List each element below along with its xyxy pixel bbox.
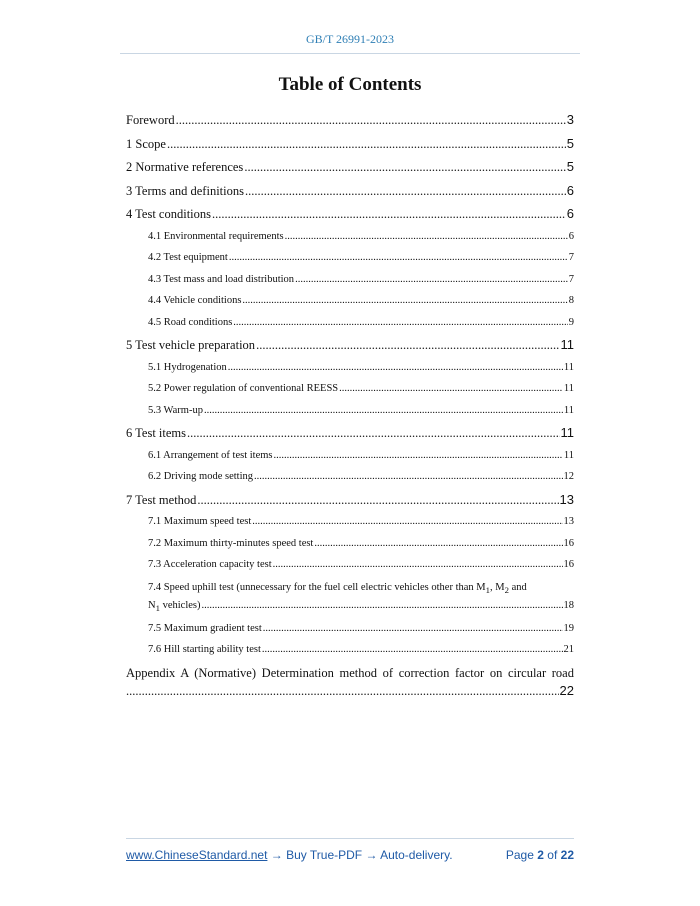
page-title: Table of Contents [278,74,422,95]
toc-entry-scope[interactable] [126,132,574,156]
toc-page: 13 [563,516,574,527]
toc-label-line: 7.4 Speed uphill test (unnecessary for the fuel cell electric vehicles other than $M_1$, $M_2$ and [148,581,527,595]
toc-leader [339,378,563,400]
toc-label: 2 Normative references [126,160,244,174]
toc-page: 11 [563,383,574,394]
toc-label: 5.3 Warm-up [148,404,203,416]
toc-leader [273,554,563,576]
toc-label: 4.1 Environmental requirements [148,230,284,242]
toc-leader [252,511,562,533]
toc-entry-7-5[interactable] [126,618,574,640]
toc-label: 7.3 Acceleration capacity test [148,559,272,570]
toc-page: 11 [563,404,574,416]
toc-page: 6 [568,230,574,242]
toc-entry-6-1[interactable] [126,445,574,467]
toc-page: 5 [566,159,574,174]
toc-leader [233,312,567,334]
toc-page: 16 [563,537,574,549]
toc-label: 1 Scope [126,136,166,151]
toc-label: 6.1 Arrangement of test items [148,449,273,461]
toc-page: 3 [566,112,574,127]
toc-label: 4 Test conditions [126,207,212,221]
toc-entry-7-6[interactable] [126,639,574,661]
toc-leader [212,203,566,227]
toc-label: 3 Terms and definitions [126,183,244,198]
toc-entry-4-2[interactable] [126,247,574,269]
toc-label: 6 Test items [126,426,187,440]
toc-label: 4.5 Road conditions [148,316,233,328]
toc-entry-appendix-a[interactable] [126,661,574,700]
promo-text: → Buy True-PDF → Auto-delivery. [267,848,453,862]
toc-page: 7 [568,252,574,263]
toc-leader [314,533,562,555]
toc-entry-terms[interactable] [126,179,574,203]
toc-leader [262,639,563,661]
toc-leader [244,156,565,180]
toc-leader [167,133,566,157]
toc-entry-4-1[interactable] [126,226,574,248]
toc-leader [274,445,563,467]
table-of-contents [126,108,574,700]
toc-page: 18 [563,599,574,611]
toc-leader [256,334,559,358]
toc-label: 4.4 Vehicle conditions [148,295,242,306]
toc-entry-7-3[interactable] [126,554,574,576]
toc-entry-5-3[interactable] [126,400,574,422]
toc-leader [263,618,563,640]
toc-leader [202,598,563,613]
toc-page: 11 [560,425,574,440]
document-code: GB/T 26991-2023 [305,32,395,46]
toc-entry-test-method[interactable] [126,488,574,512]
toc-leader [204,400,563,422]
toc-leader [228,357,563,379]
toc-label-line: $N_1$ vehicles) ..... 18 [148,598,574,616]
toc-label: 5.1 Hydrogenation [148,361,227,373]
toc-label: Appendix A (Normative) Determination method of correction factor on circular road [126,665,574,680]
toc-entry-6-2[interactable] [126,466,574,488]
toc-page: 21 [563,644,574,655]
toc-entry-5-2[interactable] [126,378,574,400]
toc-leader [242,290,567,312]
toc-label: 7 Test method [126,492,197,507]
toc-label: Foreword [126,113,175,127]
footer-promo [126,848,453,862]
toc-entry-foreword[interactable] [126,108,574,132]
toc-leader [229,247,568,269]
footer [126,848,574,862]
toc-label: 6.2 Driving mode setting [148,471,253,482]
toc-leader [197,489,558,513]
toc-page: 5 [566,135,574,151]
toc-entry-test-vehicle-preparation[interactable] [126,333,574,357]
toc-label: 4.2 Test equipment [148,252,228,263]
header-divider [120,53,580,54]
toc-label: 5.2 Power regulation of conventional REESS [148,383,339,394]
toc-page: 19 [563,622,574,634]
toc-page: 22 [559,682,574,698]
footer-divider [126,838,574,839]
toc-leader [176,109,566,133]
toc-page: 11 [563,361,574,373]
toc-entry-7-4[interactable] [126,576,574,618]
total-pages: 22 [560,848,574,862]
toc-page: 6 [566,206,574,221]
toc-page: 7 [568,273,574,285]
toc-entry-7-1[interactable] [126,511,574,533]
toc-entry-test-conditions[interactable] [126,202,574,226]
current-page: 2 [537,848,544,862]
toc-leader [285,226,568,248]
toc-leader [295,269,568,291]
toc-page: 16 [563,559,574,570]
toc-entry-4-3[interactable] [126,269,574,291]
toc-page: 9 [568,316,574,328]
toc-leader [245,180,566,204]
toc-entry-4-4[interactable] [126,290,574,312]
toc-page: 13 [559,491,574,507]
toc-label: 7.5 Maximum gradient test [148,622,262,634]
toc-leader [254,466,563,488]
toc-leader [187,422,559,446]
toc-leader [126,683,559,700]
toc-entry-7-2[interactable] [126,533,574,555]
toc-label-line [126,682,574,700]
toc-label: 4.3 Test mass and load distribution [148,273,295,285]
toc-label: 7.1 Maximum speed test [148,516,252,527]
toc-entry-4-5[interactable] [126,312,574,334]
page-indicator: Page 2 of 22 [505,848,574,862]
site-link[interactable]: www.ChineseStandard.net [126,848,268,862]
toc-page: 6 [566,182,574,198]
toc-entry-normative-references[interactable] [126,155,574,179]
toc-label: 7.6 Hill starting ability test [148,644,261,655]
toc-entry-5-1[interactable] [126,357,574,379]
toc-page: 11 [560,337,574,352]
toc-label: 5 Test vehicle preparation [126,338,256,352]
toc-page: 12 [563,471,574,482]
toc-label: 7.2 Maximum thirty-minutes speed test [148,537,314,549]
toc-page: 11 [563,449,574,461]
toc-entry-test-items[interactable] [126,421,574,445]
toc-page: 8 [568,295,574,306]
